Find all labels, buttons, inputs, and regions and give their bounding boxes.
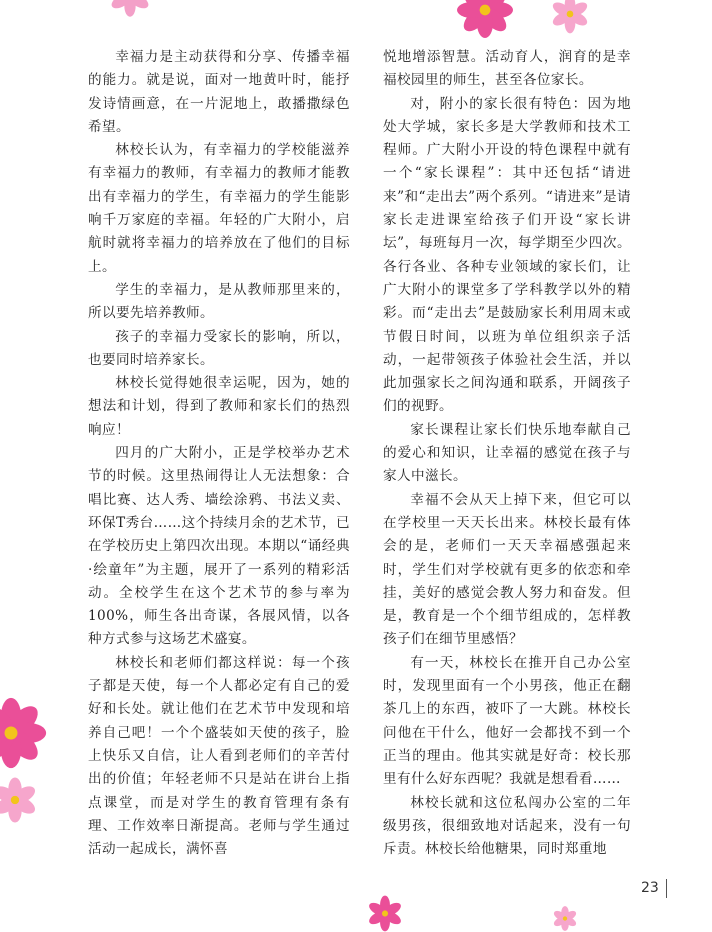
paragraph: 孩子的幸福力受家长的影响，所以，也要同时培养家长。 <box>88 328 350 368</box>
flower-bottom-icon <box>355 895 415 932</box>
paragraph: 对，附小的家长很有特色：因为地处大学城，家长多是大学教师和技术工程师。广大附小开设的特色课程中就有一个“家长课程”：其中还包括“请进来”和“走出去”两个系列。“请进来”是请家长走进课室给孩子们开设“家长讲坛”，每班每月一次，每学期至少四次。各行各业、各种专业领域的家长们，让广大附小的课堂多了学科教学以外的精彩。而“走出去”是鼓励家长利用周末或节假日时间，以班为单位组织亲子活动，一起带领孩子体验社会生活，并以此加强家长之间沟通和联系，开阔孩子们的视野。 <box>383 95 631 415</box>
paragraph: 有一天，林校长在推开自己办公室时，发现里面有一个小男孩，他正在翻茶几上的东西，被吓了一大跳。林校长问他在干什么，他好一会都找不到一个正当的理由。他其实就是好奇：校长那里有什么好东西呢？我就是想看看…… <box>383 654 631 788</box>
page-number: 23 <box>641 880 659 896</box>
page-number-divider <box>666 879 667 898</box>
paragraph: 四月的广大附小，正是学校举办艺术节的时候。这里热闹得让人无法想象：合唱比赛、达人秀、墙绘涂鸦、书法义卖、环保T秀台……这个持续月余的艺术节，已在学校历史上第四次出现。本期以“诵经典·绘童年”为主题，展开了一系列的精彩活动。全校学生在这个艺术节的参与率为100%，师生各出奇谋，各展风情，以各种方式参与这场艺术盛宴。 <box>88 445 350 648</box>
flower-left-edge-icon <box>0 688 48 778</box>
paragraph: 幸福力是主动获得和分享、传播幸福的能力。就是说，面对一地黄叶时，能抒发诗情画意，在一片泥地上，敢播撒绿色希望。 <box>88 49 350 135</box>
paragraph: 林校长觉得她很幸运呢，因为，她的想法和计划，得到了教师和家长们的热烈响应！ <box>88 375 350 438</box>
paragraph-continued: 悦地增添智慧。活动育人，润育的是幸福校园里的师生，甚至各位家长。 <box>383 49 631 89</box>
article-column-right <box>383 46 631 861</box>
paragraph: 学生的幸福力，是从教师那里来的，所以要先培养教师。 <box>88 281 350 322</box>
paragraph: 林校长就和这位私闯办公室的二年级男孩，很细致地对话起来，没有一句斥责。林校长给他糖果，同时郑重地 <box>383 794 631 858</box>
flower-top-left-icon <box>95 0 165 18</box>
flower-top-right-small-icon <box>535 0 605 34</box>
paragraph: 家长课程让家长们快乐地奉献自己的爱心和知识，让幸福的感觉在孩子与家人中滋长。 <box>383 421 631 485</box>
article-column-left <box>88 46 350 861</box>
paragraph: 幸福不会从天上掉下来，但它可以在学校里一天天长出来。林校长最有体会的是，老师们一天天幸福感强起来时，学生们对学校就有更多的依恋和牵挂，美好的感觉会教人努力和奋发。但是，教育是一个个细节组成的，怎样教孩子们在细节里感悟？ <box>383 491 631 648</box>
flower-top-right-icon <box>430 0 540 40</box>
flower-left-edge-small-icon <box>0 770 40 830</box>
paragraph: 林校长和老师们都这样说：每一个孩子都是天使，每一个人都必定有自己的爱好和长处。就让他们在艺术节中发现和培养自己吧！一个个盛装如天使的孩子，脸上快乐又自信，让人看到老师们的辛苦付出的价值；年轻老师不只是站在讲台上指点课堂，而是对学生的教育管理有条有理、工作效率日渐提高。老师与学生通过活动一起成长，满怀喜 <box>88 654 350 858</box>
flower-bottom-right-icon <box>540 905 590 932</box>
paragraph: 林校长认为，有幸福力的学校能滋养有幸福力的教师，有幸福力的教师才能教出有幸福力的学生，有幸福力的学生能影响千万家庭的幸福。年轻的广大附小，启航时就将幸福力的培养放在了他们的目标上。 <box>88 142 350 275</box>
